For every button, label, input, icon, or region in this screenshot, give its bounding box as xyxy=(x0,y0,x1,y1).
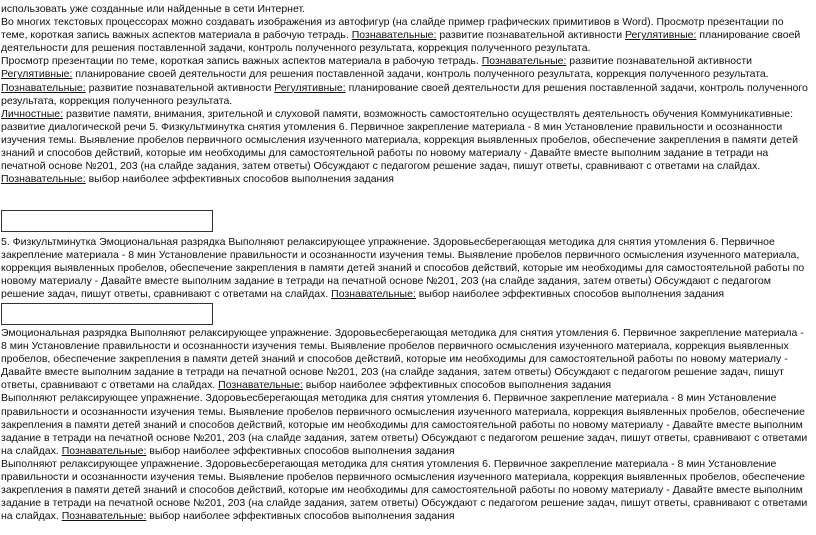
underlined-label: Познавательные: xyxy=(61,510,147,523)
paragraph-3 xyxy=(1,327,808,523)
underlined-label: Регулятивные: xyxy=(625,29,697,42)
text-run: развитие памяти, внимания, зрительной и слуховой памяти, возможность самостоятельно осуществлять деятельность обучения Коммуникативные: развитие диалогической речи 5. Физкультминутка снятия утомления 6. Первичное закрепление материала - 8 мин Установление правильности и осознанности изучения темы. Выявление пробелов первичного осмысления изученного материала, коррекция выявленных пробелов, обеспечение закрепления в памяти детей знаний и способов действий, которые им необходимы для самостоятельной работы по новому материалу - Давайте вместе выполним задание в тетради на печатной основе №201, 203 (на слайде задания, затем ответы) Обсуждают с педагогом решение задач, пишут ответы, сравнивают с ответами на слайдах. xyxy=(1,107,798,173)
underlined-label: Личностные: xyxy=(1,107,64,120)
underlined-label: Познавательные: xyxy=(1,81,86,94)
paragraph-1 xyxy=(1,3,808,186)
text-run: использовать уже созданные или найденные в сети Интернет. xyxy=(1,3,306,15)
text-run: 5. Физкультминутка Эмоциональная разрядка Выполняют релаксирующее упражнение. Здоровьесберегающая методика для снятия утомления 6. Первичное закрепление материала - 8 мин Установление правильности и осознанности изучения темы. Выявление пробелов первичного осмысления изученного материала, коррекция выявленных пробелов, обеспечение закрепления в памяти детей знаний и способов действий, которые им необходимы для самостоятельной работы по новому материалу - Давайте вместе выполним задание в тетради на печатной основе №201, 203 (на слайде задания, затем ответы) Обсуждают с педагогом решение задач, пишут ответы, сравнивают с ответами на слайдах. xyxy=(1,236,805,301)
underlined-label: Познавательные: xyxy=(351,29,437,42)
text-run: выбор наиболее эффективных способов выполнения задания xyxy=(415,288,725,301)
text-run: Выполняют релаксирующее упражнение. Здоровьесберегающая методика для снятия утомления 6. Первичное закрепление материала - 8 мин Установление правильности и осознанности изучения темы. Выявление пробелов первичного осмысления изученного материала, коррекция выявленных пробелов, обеспечение закрепления в памяти детей знаний и способов действий, которые им необходимы для самостоятельной работы по новому материалу - Давайте вместе выполним задание в тетради на печатной основе №201, 203 (на слайде задания, затем ответы) Обсуждают с педагогом решение задач, пишут ответы, сравнивают с ответами на слайдах. xyxy=(1,457,808,523)
paragraph-2 xyxy=(1,236,808,301)
text-run: Эмоциональная разрядка Выполняют релаксирующее упражнение. Здоровьесберегающая методика для снятия утомления 6. Первичное закрепление материала - 8 мин Установление правильности и осознанности изучения темы. Выявление пробелов первичного осмысления изученного материала, коррекция выявленных пробелов, обеспечение закрепления в памяти детей знаний и способов действий, которые им необходимы для самостоятельной работы по новому материалу - Давайте вместе выполним задание в тетради на печатной основе №201, 203 (на слайде задания, затем ответы) Обсуждают с педагогом решение задач, пишут ответы, сравнивают с ответами на слайдах. xyxy=(1,327,804,392)
empty-frame-1 xyxy=(1,210,213,232)
text-run: выбор наиболее эффективных способов выполнения задания xyxy=(85,173,394,186)
text-run: планирование своей деятельности для решения поставленной задачи, контроль полученного результата, коррекция полученного результата. xyxy=(1,29,801,55)
text-run: планирование своей деятельности для решения поставленной задачи, контроль полученного результата, коррекция полученного результата. xyxy=(1,81,808,107)
text-run: выбор наиболее эффективных способов выполнения задания xyxy=(146,444,455,457)
text-run: планирование своей деятельности для решения поставленной задачи, контроль полученного результата, коррекция полученного результата. xyxy=(72,68,769,81)
text-run: Просмотр презентации по теме, короткая запись важных аспектов материала в рабочую тетрадь. xyxy=(1,55,482,68)
underlined-label: Познавательные: xyxy=(481,55,567,68)
text-run: развитие познавательной активности xyxy=(566,55,753,68)
empty-frame-2 xyxy=(1,303,213,325)
underlined-label: Познавательные: xyxy=(1,173,86,186)
text-run: выбор наиболее эффективных способов выполнения задания xyxy=(146,510,455,523)
underlined-label: Познавательные: xyxy=(61,444,147,457)
underlined-label: Регулятивные: xyxy=(1,68,73,81)
underlined-label: Познавательные: xyxy=(218,379,303,392)
underlined-label: Регулятивные: xyxy=(274,81,346,94)
text-run: Выполняют релаксирующее упражнение. Здоровьесберегающая методика для снятия утомления 6. Первичное закрепление материала - 8 мин Установление правильности и осознанности изучения темы. Выявление пробелов первичного осмысления изученного материала, коррекция выявленных пробелов, обеспечение закрепления в памяти детей знаний и способов действий, которые им необходимы для самостоятельной работы по новому материалу - Давайте вместе выполним задание в тетради на печатной основе №201, 203 (на слайде задания, затем ответы) Обсуждают с педагогом решение задач, пишут ответы, сравнивают с ответами на слайдах. xyxy=(1,392,808,457)
text-run: Во многих текстовых процессорах можно создавать изображения из автофигур (на слайде пример графических примитивов в Word). Просмотр презентации по теме, короткая запись важных аспектов материала в рабочую тетрадь. xyxy=(1,16,784,42)
underlined-label: Познавательные: xyxy=(331,288,416,301)
text-run: развитие познавательной активности xyxy=(85,81,275,94)
text-run: развитие познавательной активности xyxy=(436,29,625,42)
text-run: выбор наиболее эффективных способов выполнения задания xyxy=(302,379,612,392)
